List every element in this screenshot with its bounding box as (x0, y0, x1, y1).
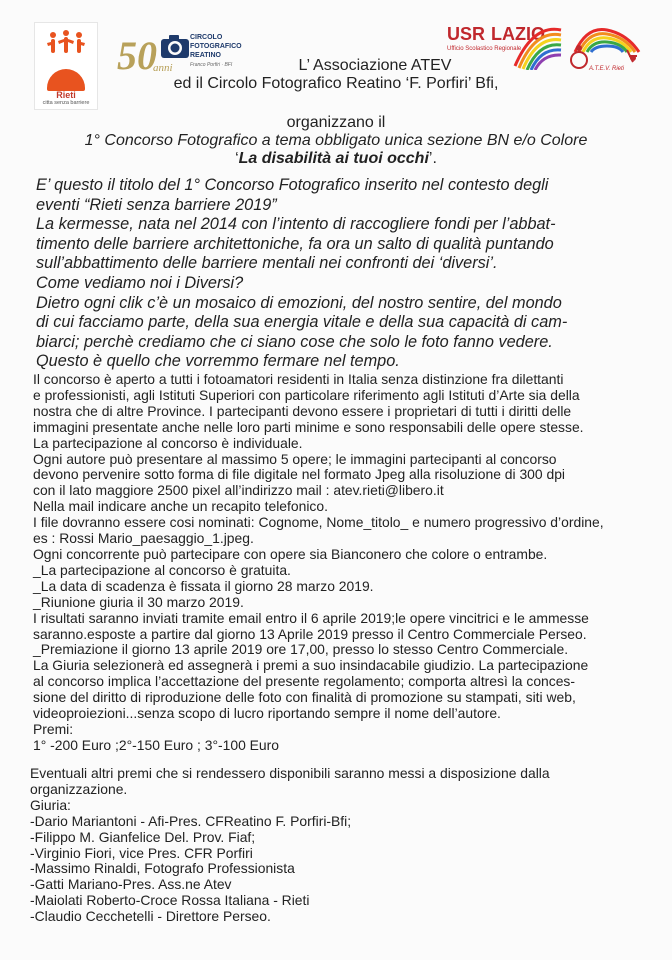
lazio-text: LAZIO (491, 24, 545, 44)
rieti-logo-name: Rieti (56, 90, 76, 100)
rule-line: Ogni concorrente può partecipare con opere sia Bianconero che colore o entrambe. (33, 545, 548, 562)
concorso-line: 1° Concorso Fotografico a tema obbligato unica sezione BN e/o Colore (84, 132, 588, 149)
rule-line: I file dovranno essere cosi nominati: Cognome, Nome_titolo_ e numero progressivo d’ordine, (33, 514, 604, 531)
cfr-line-1: CIRCOLO (190, 34, 223, 41)
title-text: La disabilità ai tuoi occhi (238, 150, 429, 167)
organizzano-line: organizzano il (286, 114, 386, 131)
cfr-anni: anni (153, 62, 173, 74)
people-figures-icon (43, 29, 89, 69)
rule-line: Nella mail indicare anche un recapito telefonico. (33, 498, 328, 515)
usr-subtitle: Ufficio Scolastico Regionale (447, 46, 522, 52)
intro-line: sull’abbattimento delle barriere mentali nei confronti dei ‘diversi’. (36, 254, 498, 273)
atev-logo (567, 22, 647, 78)
rule-line: videoproiezioni...senza scopo di lucro riportando sempre il nome dell’autore. (33, 705, 501, 722)
rule-line: _La partecipazione al concorso è gratuita. (33, 561, 291, 578)
intro-line: E’ questo il titolo del 1° Concorso Fotografico inserito nel contesto degli (36, 176, 549, 194)
closing-line: Eventuali altri premi che si rendessero disponibili saranno messi a disposizione dalla (30, 765, 550, 781)
rule-line: I risultati saranno inviati tramite email entro il 6 aprile 2019;le opere vincitrici e le ammesse (33, 609, 589, 626)
rule-line: Il concorso è aperto a tutti i fotoamatori residenti in Italia senza distinzione fra dilettanti (33, 371, 564, 387)
rule-line: es : Rossi Mario_paesaggio_1.jpeg. (33, 530, 254, 547)
rule-line: Ogni autore può presentare al massimo 5 opere; le immagini partecipanti al concorso (33, 450, 557, 467)
intro-line: La kermesse, nata nel 2014 con l’intento di raccogliere fondi per l’abbat- (36, 215, 556, 234)
camera-icon (159, 32, 191, 60)
rule-line: _La data di scadenza è fissata il giorno 28 marzo 2019. (33, 577, 374, 594)
juror-item: -Gatti Mariano-Pres. Ass.ne Atev (30, 876, 232, 893)
atev-caption: A.T.E.V. Rieti (589, 66, 625, 72)
rieti-logo-tagline: citta senza barriere (42, 100, 90, 106)
rule-line: devono pervenire sotto forma di file digitale nel formato Jpeg alla risoluzione di 300 dpi (33, 466, 566, 483)
rule-line: immagini presentate anche nelle loro parti minime e sono responsabili delle opere stesse. (33, 418, 584, 435)
cfr-line-3: REATINO (190, 52, 221, 59)
atev-rainbow-wheelchair-icon (567, 22, 647, 70)
intro-line: biarci; perchè crediamo che ci siano cose che solo le foto fanno vedere. (36, 332, 553, 351)
closing-line: organizzazione. (30, 780, 128, 797)
regolamento-paragraph (33, 372, 648, 754)
premi-label: Premi: (33, 720, 74, 737)
juror-item: -Dario Mariantoni - Afi-Pres. CFReatino F. Porfiri-Bfi; (30, 812, 352, 829)
rule-line: con il lato maggiore 2500 pixel all’indirizzo mail : atev.rieti@libero.it (33, 482, 444, 499)
header-line-1: L’ Associazione ATEV (298, 57, 452, 74)
intro-line: Dietro ogni clik c’è un mosaico di emozioni, del nostro sentire, del mondo (36, 293, 562, 312)
title-open-quote: ‘ (235, 150, 239, 167)
cfr-signature: Franco Porfiri · BFI (190, 62, 233, 68)
juror-item: -Claudio Cecchetelli - Direttore Perseo. (30, 908, 271, 925)
usr-text: USR (447, 24, 486, 44)
giuria-label: Giuria: (30, 796, 71, 813)
premi-values: 1° -200 Euro ;2°-150 Euro ; 3°-100 Euro (33, 736, 280, 753)
juror-item: -Maiolati Roberto-Croce Rossa Italiana - Rieti (30, 892, 310, 909)
contest-title (0, 149, 672, 168)
cfr-line-2: FOTOGRAFICO (190, 43, 242, 50)
rule-line: _Premiazione il giorno 13 aprile 2019 ore 17,00, presso lo stesso Centro Commerciale. (33, 641, 569, 658)
rule-line: al concorso implica l’accettazione del presente regolamento; comporta altresì la conces- (33, 673, 576, 690)
juror-item: -Virginio Fiori, vice Pres. CFR Porfiri (30, 844, 253, 861)
rieti-logo (34, 22, 98, 110)
intro-line: Questo è quello che vorremmo fermare nel tempo. (36, 352, 400, 371)
rule-line: La Giuria selezionerà ed assegnerà i premi a suo insindacabile giudizio. La partecipazione (33, 657, 589, 674)
juror-item: -Massimo Rinaldi, Fotografo Professionista (30, 860, 295, 877)
title-close-quote: ’. (428, 150, 437, 167)
rule-line: nostra che di altre Province. I partecipanti devono essere i proprietari di tutti i diritti delle (33, 402, 572, 419)
rule-line: La partecipazione al concorso è individuale. (33, 434, 303, 451)
juror-item: -Filippo M. Gianfelice Del. Prov. Fiaf; (30, 828, 256, 845)
rule-line: sione del diritto di riproduzione delle foto con finalità di promozione su stampati, siti web, (33, 689, 576, 706)
header-line-2: ed il Circolo Fotografico Reatino ‘F. Porfiri’ Bfi, (173, 75, 499, 92)
giuria-section (30, 766, 645, 925)
cfr-fifty: 50 (117, 33, 157, 78)
rule-line: saranno.esposte a partire dal giorno 13 Aprile 2019 presso il Centro Commerciale Perseo. (33, 625, 587, 642)
intro-line: eventi “Rieti senza barriere 2019” (36, 195, 277, 214)
rule-line: e professionisti, agli Istituti Superiori con particolare riferimento agli Istituti d’Arte sia della (33, 386, 580, 403)
intro-paragraph (36, 176, 646, 372)
intro-line: Come vediamo noi i Diversi? (36, 273, 244, 292)
intro-line: timento delle barriere architettoniche, fa ora un salto di qualità puntando (36, 234, 554, 253)
intro-line: di cui facciamo parte, della sua energia vitale e della sua capacità di cam- (36, 313, 568, 332)
rule-line: _Riunione giuria il 30 marzo 2019. (33, 593, 244, 610)
